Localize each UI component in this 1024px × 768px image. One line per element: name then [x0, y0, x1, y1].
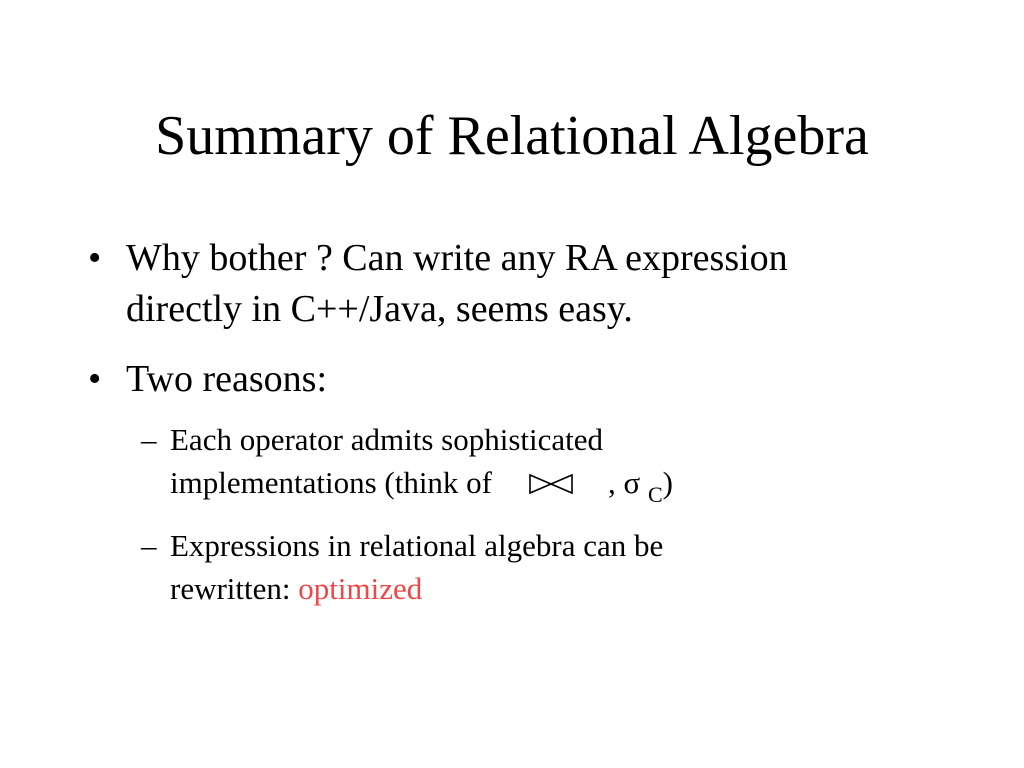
bullet-marker: •	[88, 358, 102, 400]
comma-text: ,	[608, 465, 616, 500]
bullet-text	[126, 354, 327, 405]
bullet-why-bother	[88, 233, 988, 335]
sigma-subscript: C	[647, 482, 663, 507]
sub-bullet-line: Each operator admits sophisticated	[170, 422, 604, 457]
bullet-line: Two reasons:	[126, 358, 328, 400]
sub-bullet-line	[170, 461, 673, 507]
sub-bullet-expressions	[141, 524, 1001, 610]
sub-bullet-marker: –	[141, 422, 157, 457]
bullet-text	[126, 233, 788, 335]
sub-bullet-text	[170, 524, 663, 610]
slide-title: Summary of Relational Algebra	[155, 105, 869, 167]
natural-join-icon	[528, 473, 574, 495]
sub-bullet-line	[170, 567, 663, 610]
sub-bullet-line: Expressions in relational algebra can be	[170, 528, 664, 563]
close-paren: )	[662, 465, 673, 500]
sub-bullet-operators	[141, 418, 1001, 507]
sub-bullet-marker: –	[141, 528, 157, 563]
bullet-line: directly in C++/Java, seems easy.	[126, 288, 633, 330]
sub-bullet-text	[170, 418, 673, 507]
sub-bullet-line-prefix: rewritten:	[170, 571, 299, 606]
bullet-two-reasons	[88, 354, 988, 405]
bullet-marker: •	[88, 237, 102, 279]
bullet-line: Why bother ? Can write any RA expression	[126, 237, 788, 279]
sub-bullet-line-prefix: implementations (think of	[170, 465, 493, 500]
sigma-symbol: σ	[623, 465, 641, 500]
optimized-highlight: optimized	[298, 571, 423, 606]
